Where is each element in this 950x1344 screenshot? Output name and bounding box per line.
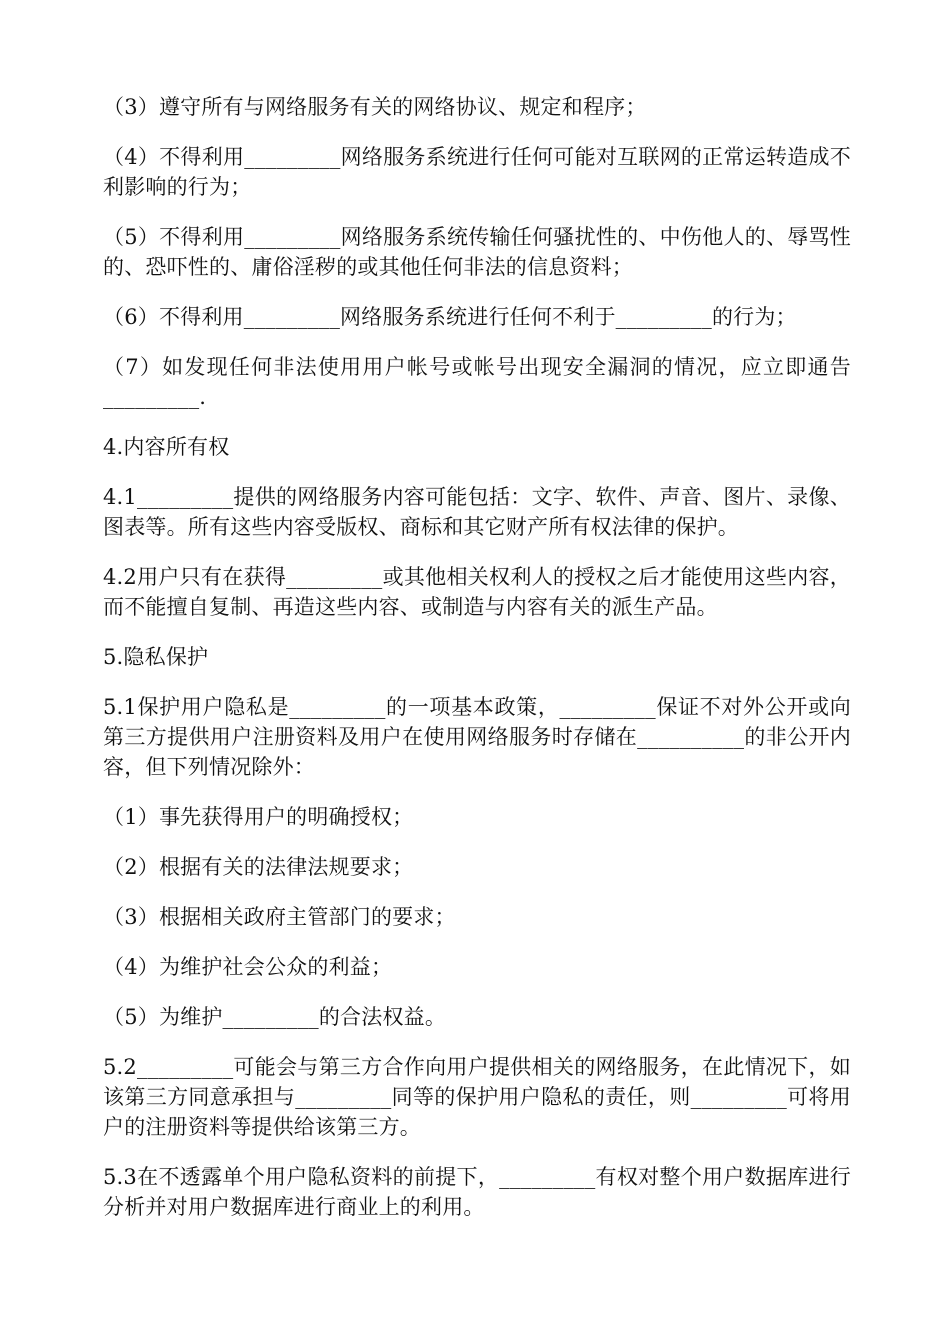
exception-4-public-interest: （4）为维护社会公众的利益； (103, 955, 393, 979)
clause-4-1-content: 4.1_________提供的网络服务内容可能包括：文字、软件、声音、图片、录像、图表等。所有这些内容受版权、商标和其它财产所有权法律的保护。 (103, 485, 851, 539)
clause-5-1-privacy-policy: 5.1保护用户隐私是_________的一项基本政策，_________保证不对外公开或向第三方提供用户注册资料及用户在使用网络服务时存储在__________的非公开内容，但下列情况除外： (103, 695, 851, 779)
exception-1-consent: （1）事先获得用户的明确授权； (103, 805, 414, 829)
section-4-heading: 4.内容所有权 (103, 435, 230, 459)
clause-4-no-disruption: （4）不得利用_________网络服务系统进行任何可能对互联网的正常运转造成不利影响的行为； (103, 145, 851, 199)
clause-7-report-security: （7）如发现任何非法使用用户帐号或帐号出现安全漏洞的情况，应立即通告_________. (103, 355, 851, 409)
exception-3-government: （3）根据相关政府主管部门的要求； (103, 905, 456, 929)
exception-5-legal-rights: （5）为维护_________的合法权益。 (103, 1005, 447, 1029)
exception-2-law: （2）根据有关的法律法规要求； (103, 855, 414, 879)
document-page (103, 92, 851, 1242)
clause-5-3-database-analysis: 5.3在不透露单个用户隐私资料的前提下，_________有权对整个用户数据库进行分析并对用户数据库进行商业上的利用。 (103, 1165, 851, 1219)
clause-3-comply-protocols: （3）遵守所有与网络服务有关的网络协议、规定和程序； (103, 95, 647, 119)
clause-5-no-illegal-info: （5）不得利用_________网络服务系统传输任何骚扰性的、中伤他人的、辱骂性的、恐吓性的、庸俗淫秽的或其他任何非法的信息资料； (103, 225, 851, 279)
clause-4-2-authorization: 4.2用户只有在获得_________或其他相关权利人的授权之后才能使用这些内容，而不能擅自复制、再造这些内容、或制造与内容有关的派生产品。 (103, 565, 851, 619)
section-5-heading: 5.隐私保护 (103, 645, 209, 669)
clause-5-2-third-party: 5.2_________可能会与第三方合作向用户提供相关的网络服务，在此情况下，如该第三方同意承担与_________同等的保护用户隐私的责任，则_________可将用户的注册资料等提供给该第三方。 (103, 1055, 851, 1139)
clause-6-no-harm: （6）不得利用_________网络服务系统进行任何不利于_________的行为； (103, 305, 797, 329)
